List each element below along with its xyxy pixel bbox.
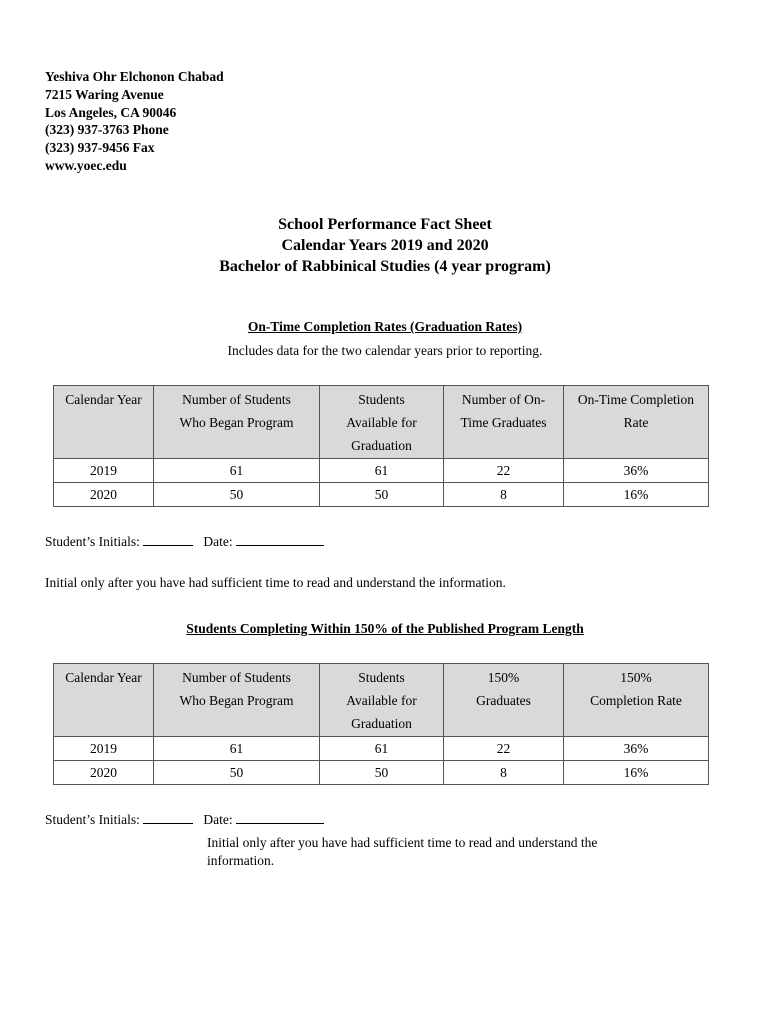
document-years: Calendar Years 2019 and 2020 (281, 237, 489, 254)
table-cell: 22 (444, 459, 564, 483)
initials-field[interactable] (143, 533, 193, 546)
header-students-began: Number of Students Who Began Program (154, 386, 320, 459)
table-cell: 61 (154, 459, 320, 483)
table-cell: 50 (320, 483, 444, 507)
table-cell: 61 (154, 737, 320, 761)
initials-field[interactable] (143, 811, 193, 824)
initial-note-1: Initial only after you have had sufficient time to read and understand the information. (45, 575, 506, 590)
table-row (54, 459, 709, 483)
table-cell: 50 (154, 761, 320, 785)
table-cell: 8 (444, 483, 564, 507)
school-name: Yeshiva Ohr Elchonon Chabad (45, 69, 224, 84)
table-cell: 50 (154, 483, 320, 507)
initials-label: Student’s Initials: (45, 534, 140, 549)
table-cell: 2020 (54, 483, 154, 507)
table-cell: 61 (320, 459, 444, 483)
date-label: Date: (203, 812, 233, 827)
street-address: 7215 Waring Avenue (45, 86, 164, 102)
table-cell: 36% (564, 737, 709, 761)
header-calendar-year: Calendar Year (54, 664, 154, 737)
header-150-completion-rate: 150% Completion Rate (564, 664, 709, 737)
table-cell: 2019 (54, 737, 154, 761)
section1-title: On-Time Completion Rates (Graduation Rates) (247, 319, 523, 334)
city-state-zip: Los Angeles, CA 90046 (45, 104, 177, 120)
table-cell: 36% (564, 459, 709, 483)
initials-date-line-1 (45, 533, 324, 550)
table-header-row (54, 664, 709, 737)
header-150-graduates: 150% Graduates (444, 664, 564, 737)
table-row (54, 483, 709, 507)
table-cell: 2019 (54, 459, 154, 483)
date-label: Date: (203, 534, 233, 549)
section2-title: Students Completing Within 150% of the Published Program Length (186, 621, 584, 636)
document-program: Bachelor of Rabbinical Studies (4 year program) (219, 258, 551, 275)
table-cell: 16% (564, 483, 709, 507)
website: www.yoec.edu (45, 157, 127, 173)
completion-150-table (53, 663, 709, 785)
table-cell: 50 (320, 761, 444, 785)
table-header-row (54, 386, 709, 459)
phone-number: (323) 937-3763 Phone (45, 122, 169, 138)
initials-date-line-2 (45, 811, 324, 828)
table-cell: 22 (444, 737, 564, 761)
date-field[interactable] (236, 533, 324, 546)
school-address-block (45, 68, 224, 175)
fax-number: (323) 937-9456 Fax (45, 140, 155, 156)
header-students-began: Number of Students Who Began Program (154, 664, 320, 737)
initial-note-2: Initial only after you have had sufficient time to read and understand the information. (207, 835, 598, 868)
header-students-available: Students Available for Graduation (320, 386, 444, 459)
document-title-block (0, 214, 770, 277)
completion-table (53, 385, 709, 507)
header-completion-rate: On-Time Completion Rate (564, 386, 709, 459)
section1-subtitle: Includes data for the two calendar years prior to reporting. (227, 343, 543, 358)
header-students-available: Students Available for Graduation (320, 664, 444, 737)
table-cell: 8 (444, 761, 564, 785)
table-cell: 2020 (54, 761, 154, 785)
table-row (54, 737, 709, 761)
table-cell: 16% (564, 761, 709, 785)
document-title: School Performance Fact Sheet (278, 216, 492, 233)
header-ontime-graduates: Number of On- Time Graduates (444, 386, 564, 459)
table-row (54, 761, 709, 785)
date-field[interactable] (236, 811, 324, 824)
initials-label: Student’s Initials: (45, 812, 140, 827)
header-calendar-year: Calendar Year (54, 386, 154, 459)
table-cell: 61 (320, 737, 444, 761)
